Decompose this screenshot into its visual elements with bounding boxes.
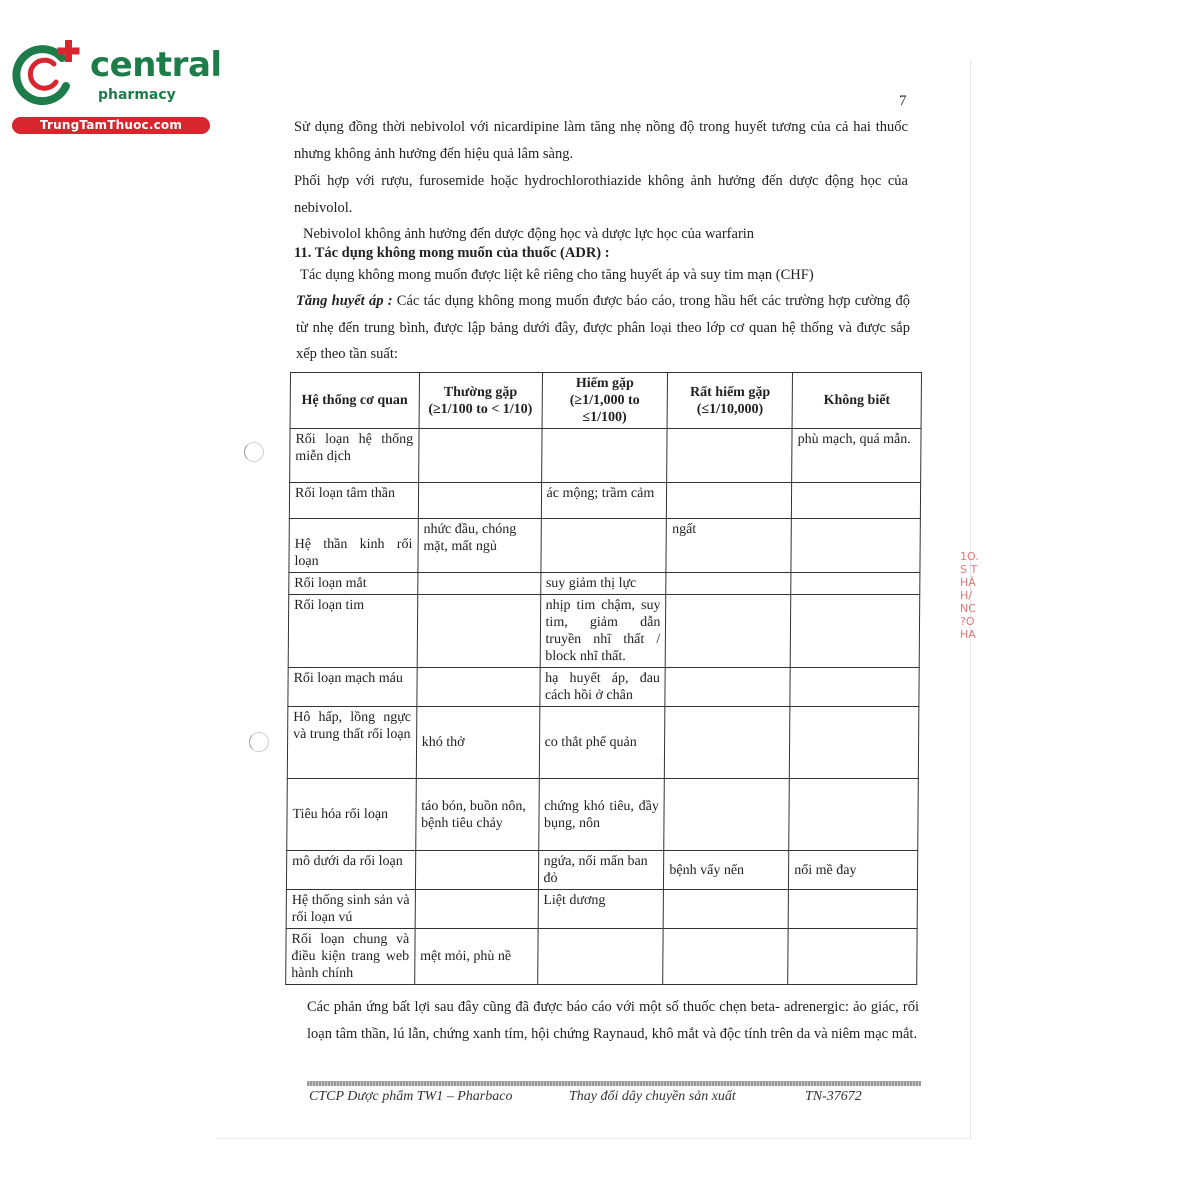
rare-cell <box>665 668 790 707</box>
organ-cell: Hô hấp, lồng ngực và trung thất rối loạn <box>287 707 416 779</box>
rare-cell <box>666 595 791 668</box>
unknown-cell <box>792 483 921 519</box>
paragraph-alcohol: Phối hợp với rượu, furosemide hoặc hydrochlorothiazide không ảnh hưởng đến dược động học của nebivolol. <box>294 173 908 216</box>
table-row <box>286 890 917 929</box>
rare-cell: bệnh vẩy nến <box>664 851 789 890</box>
uncommon-cell: suy giảm thị lực <box>540 573 666 595</box>
table-row <box>286 929 917 985</box>
rare-cell <box>665 707 790 779</box>
common-cell: mệt mỏi, phù nề <box>414 929 537 985</box>
organ-cell: Hệ thống sinh sản và rối loạn vú <box>286 890 415 929</box>
uncommon-cell <box>537 929 663 985</box>
adr-table <box>285 372 922 985</box>
logo-emblem-icon <box>10 36 90 106</box>
section-heading-adr: 11. Tác dụng không mong muốn của thuốc (ADR) : <box>294 245 610 261</box>
table-row <box>289 519 920 573</box>
stamp-fragment: 1O. S T HÁ H/ NC ?O HA <box>960 550 979 641</box>
punch-hole <box>244 442 264 462</box>
uncommon-cell: nhịp tim chậm, suy tim, giảm dẫn truyền nhĩ thất / block nhĩ thất. <box>540 595 666 668</box>
organ-cell: Rối loạn mạch máu <box>288 668 417 707</box>
rare-cell <box>663 929 788 985</box>
header-rare: Rất hiếm gặp (≤1/10,000) <box>667 373 792 429</box>
table-row <box>287 779 919 851</box>
uncommon-cell: co thắt phế quản <box>539 707 665 779</box>
uncommon-cell: ngứa, nổi mẩn ban đỏ <box>538 851 664 890</box>
rare-cell <box>666 573 791 595</box>
punch-hole <box>249 732 269 752</box>
unknown-cell <box>790 595 919 668</box>
common-cell: nhức đầu, chóng mặt, mất ngủ <box>418 519 541 573</box>
logo-brand-text: central <box>90 45 222 85</box>
paragraph-hypertension <box>296 288 910 368</box>
footer-rule <box>307 1081 921 1086</box>
logo-sub-text: pharmacy <box>98 87 176 103</box>
table-header-row <box>290 373 921 429</box>
unknown-cell <box>791 519 920 573</box>
organ-cell: Rối loạn chung và điều kiện trang web hành chính <box>286 929 415 985</box>
uncommon-cell: ác mộng; trầm cảm <box>541 483 667 519</box>
organ-cell: Rối loạn tim <box>288 595 417 668</box>
paragraph-nicardipine: Sử dụng đồng thời nebivolol với nicardipine làm tăng nhẹ nồng độ trong huyết tương của cả hai thuốc nhưng không ảnh hưởng đến hiệu quả lâm sàng. <box>294 119 908 162</box>
uncommon-cell <box>540 519 666 573</box>
rare-cell <box>664 779 789 851</box>
central-pharmacy-logo <box>10 36 222 136</box>
organ-cell: Rối loạn mắt <box>289 573 418 595</box>
paragraph-beta-blockers: Các phản ứng bất lợi sau đây cũng đã được báo cáo với một số thuốc chẹn beta- adrenergic: ảo giác, rối loạn tâm thần, lú lẫn, chứng xanh tím, hội chứng Raynaud, khô mắt và độc tính trên da và niêm mạc mắt. <box>307 999 919 1042</box>
organ-cell: Tiêu hóa rối loạn <box>287 779 416 851</box>
paragraph-warfarin: Nebivolol không ảnh hưởng đến dược động học và dược lực học của warfarin <box>303 226 755 242</box>
common-cell <box>417 668 540 707</box>
unknown-cell: nổi mề đay <box>789 851 918 890</box>
uncommon-cell <box>541 429 667 483</box>
header-unknown: Không biết <box>792 373 921 429</box>
table-row <box>289 483 920 519</box>
uncommon-cell: Liệt dương <box>538 890 664 929</box>
organ-cell: Hệ thần kinh rối loạn <box>289 519 418 573</box>
common-cell <box>417 595 540 668</box>
common-cell: táo bón, buồn nôn, bệnh tiêu chảy <box>415 779 538 851</box>
unknown-cell <box>790 668 919 707</box>
footer-company: CTCP Dược phẩm TW1 – Pharbaco <box>309 1089 513 1104</box>
hypertension-label: Tăng huyết áp : <box>296 293 393 309</box>
unknown-cell: phù mạch, quá mẫn. <box>792 429 921 483</box>
unknown-cell <box>789 779 918 851</box>
footer-note: Thay đổi dây chuyền sản xuất <box>569 1089 736 1104</box>
logo-website-badge: TrungTamThuoc.com <box>12 117 210 134</box>
uncommon-cell: chứng khó tiêu, đầy bụng, nôn <box>538 779 664 851</box>
unknown-cell <box>791 573 920 595</box>
common-cell: khó thở <box>416 707 539 779</box>
table-row <box>288 668 919 707</box>
hypertension-text: Các tác dụng không mong muốn được báo cáo, trong hầu hết các trường hợp cường độ từ nhẹ đến trung bình, được lập bảng dưới đây, được phân loại theo lớp cơ quan hệ thống và được sắp xếp theo tần suất: <box>296 293 910 362</box>
page-number: 7 <box>899 93 907 109</box>
header-common: Thường gặp (≥1/100 to < 1/10) <box>419 373 542 429</box>
uncommon-cell: hạ huyết áp, đau cách hồi ở chân <box>539 668 665 707</box>
common-cell <box>418 483 541 519</box>
footer-code: TN-37672 <box>805 1089 862 1104</box>
table-row <box>287 707 919 779</box>
common-cell <box>417 573 540 595</box>
header-organ: Hệ thống cơ quan <box>290 373 419 429</box>
rare-cell: ngất <box>666 519 791 573</box>
table-row <box>286 851 917 890</box>
table-row <box>289 573 920 595</box>
common-cell <box>415 890 538 929</box>
table-row <box>290 429 921 483</box>
organ-cell: Rối loạn tâm thần <box>289 483 418 519</box>
header-uncommon: Hiếm gặp (≥1/1,000 to ≤1/100) <box>542 373 668 429</box>
paragraph-adr-intro: Tác dụng không mong muốn được liệt kê riêng cho tăng huyết áp và suy tim mạn (CHF) <box>300 267 814 283</box>
organ-cell: Rối loạn hệ thống miễn dịch <box>290 429 419 483</box>
rare-cell <box>667 429 792 483</box>
common-cell <box>415 851 538 890</box>
rare-cell <box>667 483 792 519</box>
rare-cell <box>663 890 788 929</box>
table-row <box>288 595 920 668</box>
unknown-cell <box>789 707 918 779</box>
unknown-cell <box>788 929 917 985</box>
organ-cell: mô dưới da rối loạn <box>286 851 415 890</box>
unknown-cell <box>788 890 917 929</box>
common-cell <box>418 429 541 483</box>
